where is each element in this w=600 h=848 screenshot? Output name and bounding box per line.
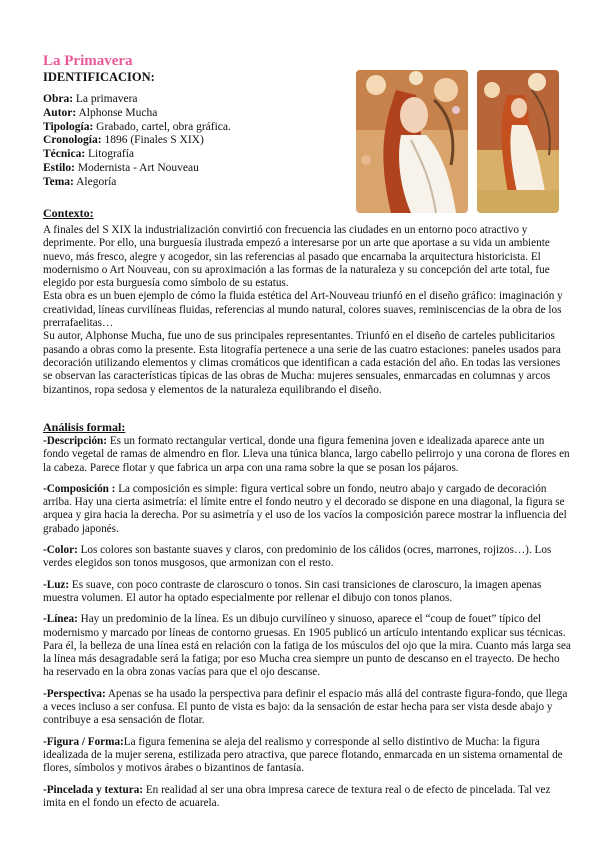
analysis-text [43, 435, 571, 818]
analysis-item-descripcion: -Descripción: Es un formato rectangular vertical, donde una figura femenina joven e idealizada aparece ante un fondo vegetal de ramas de almendro en flor. Lleva una túnica blanca, largo cabello pelirrojo y una corona de flores en la cabeza. Parece flotar y que fabrica un arpa con una rama sobre la que se posan los pájaros. [43, 435, 570, 474]
analysis-heading: Análisis formal: [43, 420, 126, 434]
context-heading: Contexto: [43, 206, 94, 220]
analysis-item-pincelada: -Pincelada y textura: En realidad al ser una obra impresa carece de textura real o de efecto de pincelada. Tal vez imita en el fondo un efecto de acuarela. [43, 783, 551, 809]
analysis-item-composicion: -Composición : La composición es simple: figura vertical sobre un fondo, neutro abajo y cargado de decoración arriba. Hay una cierta asimetría: el límite entre el fondo neutro y el decorado se dispone en una diagonal, la figura se arquea y gira hacia la derecha. Por su asimetría y el uso de los vacíos la composición parece mostrar la influencia del grabado japonés. [43, 482, 567, 535]
analysis-item-figura: -Figura / Forma:La figura femenina se aleja del realismo y corresponde al sello distintivo de Mucha: la figura idealizada de la mujer serena, estilizada pero atractiva, que parece flotando, enmarcada en un sistema ornamental de flores, símbolos y motivos árabes o bizantinos de fantasía. [43, 735, 563, 775]
identification-heading: IDENTIFICACION: [43, 70, 155, 84]
context-paragraph: Esta obra es un buen ejemplo de cómo la fluida estética del Art-Nouveau triunfó en el diseño gráfico: imaginación y creatividad, líneas curvilíneas fluidas, referencias al mundo natural, colores suaves, reminiscencias de la obra de los prerrafaelitas… [43, 290, 563, 330]
analysis-item-linea: -Línea: Hay un predominio de la línea. Es un dibujo curvilíneo y sinuoso, aparece el “coup de fouet” típico del modernismo y marcado por líneas de contorno gruesas. En 1905 publicó un artículo intentando explicar sus técnicas. Para él, la belleza de una línea está en relación con la fatiga de los músculos del ojo que la mira. Cuanto más larga sea la línea más desagradable será la fatiga; por eso Mucha crea siempre un punto de descanso en el trayecto. De hecho ha reservado en la obra zonas vacías para que el ojo descanse. [43, 613, 571, 679]
field-tipologia: Tipología: Grabado, cartel, obra gráfica. [43, 120, 231, 133]
field-estilo: Estilo: Modernista - Art Nouveau [43, 161, 199, 174]
field-autor: Autor: Alphonse Mucha [43, 106, 158, 119]
document-title: La Primavera [43, 53, 133, 69]
context-paragraph: Su autor, Alphonse Mucha, fue uno de sus principales representantes. Triunfó en el diseño de carteles publicitarios pasando a obras como la presente. Esta litografía pertenece a una serie de las cuatro estaciones: paneles usados para decoración utilizando elementos y climas cromáticos que identifican a cada estación del año. En todas las versiones se observan las características típicas de las obras de Mucha: mujeres sensuales, enmarcadas en columnas y arcos bizantinos, ropa sedosa y elementos de la naturaleza equilibrando el diseño. [43, 330, 561, 396]
context-paragraph: A finales del S XIX la industrialización convirtió con frecuencia las ciudades en un entorno poco atractivo y deprimente. Por ello, una burguesía ilustrada empezó a interesarse por un arte que aportase a su vida un ambiente nuevo, más fresco, alegre y acogedor, sin las referencias al pasado que encarnaba la arquitectura historicista. El modernismo o Art Nouveau, con su aproximación a las formas de la naturaleza y su concepción del arte total, fue elegido por esta burguesía como símbolo de su estatus. [43, 224, 550, 290]
field-tecnica: Técnica: Litografía [43, 148, 135, 161]
analysis-item-perspectiva: -Perspectiva: Apenas se ha usado la perspectiva para definir el espacio más allá del contraste figura-fondo, que llega a veces incluso a ser confusa. El punto de vista es bajo: da la sensación de estar hecha para ser vista desde abajo y contribuye a esa sensación de flotar. [43, 687, 568, 727]
artwork-detail-image [356, 70, 468, 213]
context-text [43, 224, 571, 397]
artwork-full-image [477, 70, 559, 213]
identification-fields [43, 93, 343, 190]
field-cronologia: Cronología: 1896 (Finales S XIX) [43, 134, 204, 147]
field-tema: Tema: Alegoría [43, 175, 117, 188]
field-obra: Obra: La primavera [43, 93, 138, 105]
analysis-item-luz: -Luz: Es suave, con poco contraste de claroscuro o tonos. Sin casi transiciones de claroscuro, la imagen apenas muestra volumen. El autor ha optado especialmente por rellenar el dibujo con tonos planos. [43, 578, 542, 604]
analysis-item-color: -Color: Los colores son bastante suaves y claros, con predominio de los cálidos (ocres, marrones, rojizos…). Los verdes elegidos son tonos musgosos, que armonizan con el resto. [43, 544, 552, 570]
